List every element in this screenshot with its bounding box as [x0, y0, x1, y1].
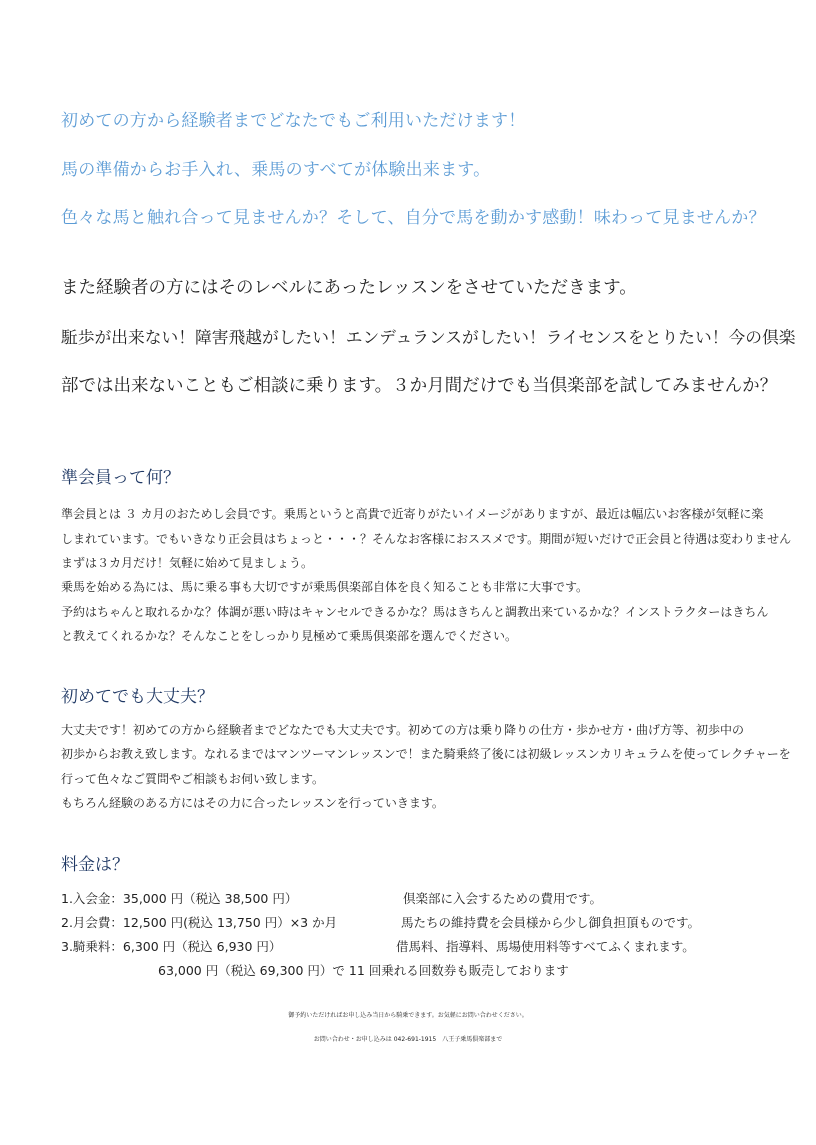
lead-line-2: 駈歩が出来ない！障害飛越がしたい！エンデュランスがしたい！ライセンスをとりたい！今の倶楽 [61, 327, 796, 347]
section-heading-pricing: 料金は？ [61, 855, 129, 875]
price-item-label: 3.騎乗料：6,300 円（税込 6,930 円） [61, 939, 282, 954]
section1-line-3: まずは３カ月だけ！気軽に始めて見ましょう。 [61, 556, 314, 570]
section1-line-5: 予約はちゃんと取れるかな？体調が悪い時はキャンセルできるかな？馬はきちんと調教出来ているかな？インストラクターはきちん [61, 605, 769, 619]
price-coupon-note: 63,000 円（税込 69,300 円）で 11 回乗れる回数券も販売しております [158, 963, 569, 978]
section2-line-1: 大丈夫です！初めての方から経験者までどなたでも大丈夫です。初めての方は乗り降りの仕方・歩かせ方・曲げ方等、初歩中の [61, 723, 745, 737]
price-item-desc: 馬たちの維持費を会員様から少し御負担頂ものです。 [401, 915, 701, 930]
section1-line-1: 準会員とは ３ カ月のおためし会員です。乗馬というと高貴で近寄りがたいイメージがありますが、最近は幅広いお客様が気軽に楽 [61, 507, 764, 521]
intro-line-2: 馬の準備からお手入れ、乗馬のすべてが体験出来ます。 [61, 160, 491, 180]
section1-line-4: 乗馬を始める為には、馬に乗る事も大切ですが乗馬倶楽部自体を良く知ることも非常に大事です。 [61, 580, 589, 594]
section2-line-2: 初歩からお教え致します。なれるまではマンツーマンレッスンで！また騎乗終了後には初級レッスンカリキュラムを使ってレクチャーを [61, 747, 791, 761]
intro-line-3: 色々な馬と触れ合って見ませんか？そして、自分で馬を動かす感動！味わって見ませんか？ [61, 208, 766, 228]
price-item-desc: 倶楽部に入会するための費用です。 [403, 891, 603, 906]
footer-reservation-note: 御予約いただければお申し込み当日から騎乗できます。お気軽にお問い合わせください。 [288, 1012, 528, 1019]
footer-contact-info: お問い合わせ・お申し込みは 042-691-1915 八王子乗馬倶楽部まで [313, 1036, 503, 1043]
section-heading-associate: 準会員って何？ [61, 468, 180, 488]
section-heading-beginners: 初めてでも大丈夫？ [61, 687, 214, 707]
lead-line-1: また経験者の方にはそのレベルにあったレッスンをさせていただきます。 [61, 278, 637, 298]
intro-line-1: 初めての方から経験者までどなたでもご利用いただけます！ [61, 111, 526, 131]
price-item-label: 2.月会費：12,500 円(税込 13,750 円）×3 か月 [61, 915, 338, 930]
price-item-label: 1.入会金：35,000 円（税込 38,500 円） [61, 891, 298, 906]
section2-line-4: もちろん経験のある方にはその力に合ったレッスンを行っていきます。 [61, 796, 444, 810]
price-item-desc: 借馬料、指導料、馬場使用料等すべてふくまれます。 [396, 939, 695, 954]
section2-line-3: 行って色々なご質問やご相談もお伺い致します。 [61, 772, 325, 786]
section1-line-6: と教えてくれるかな？そんなことをしっかり見極めて乗馬倶楽部を選んでください。 [61, 629, 518, 643]
section1-line-2: しまれています。でもいきなり正会員はちょっと・・・？そんなお客様におススメです。期間が短いだけで正会員と待遇は変わりません [61, 532, 792, 546]
lead-line-3: 部では出来ないこともご相談に乗ります。３か月間だけでも当倶楽部を試してみませんか？ [61, 376, 778, 396]
